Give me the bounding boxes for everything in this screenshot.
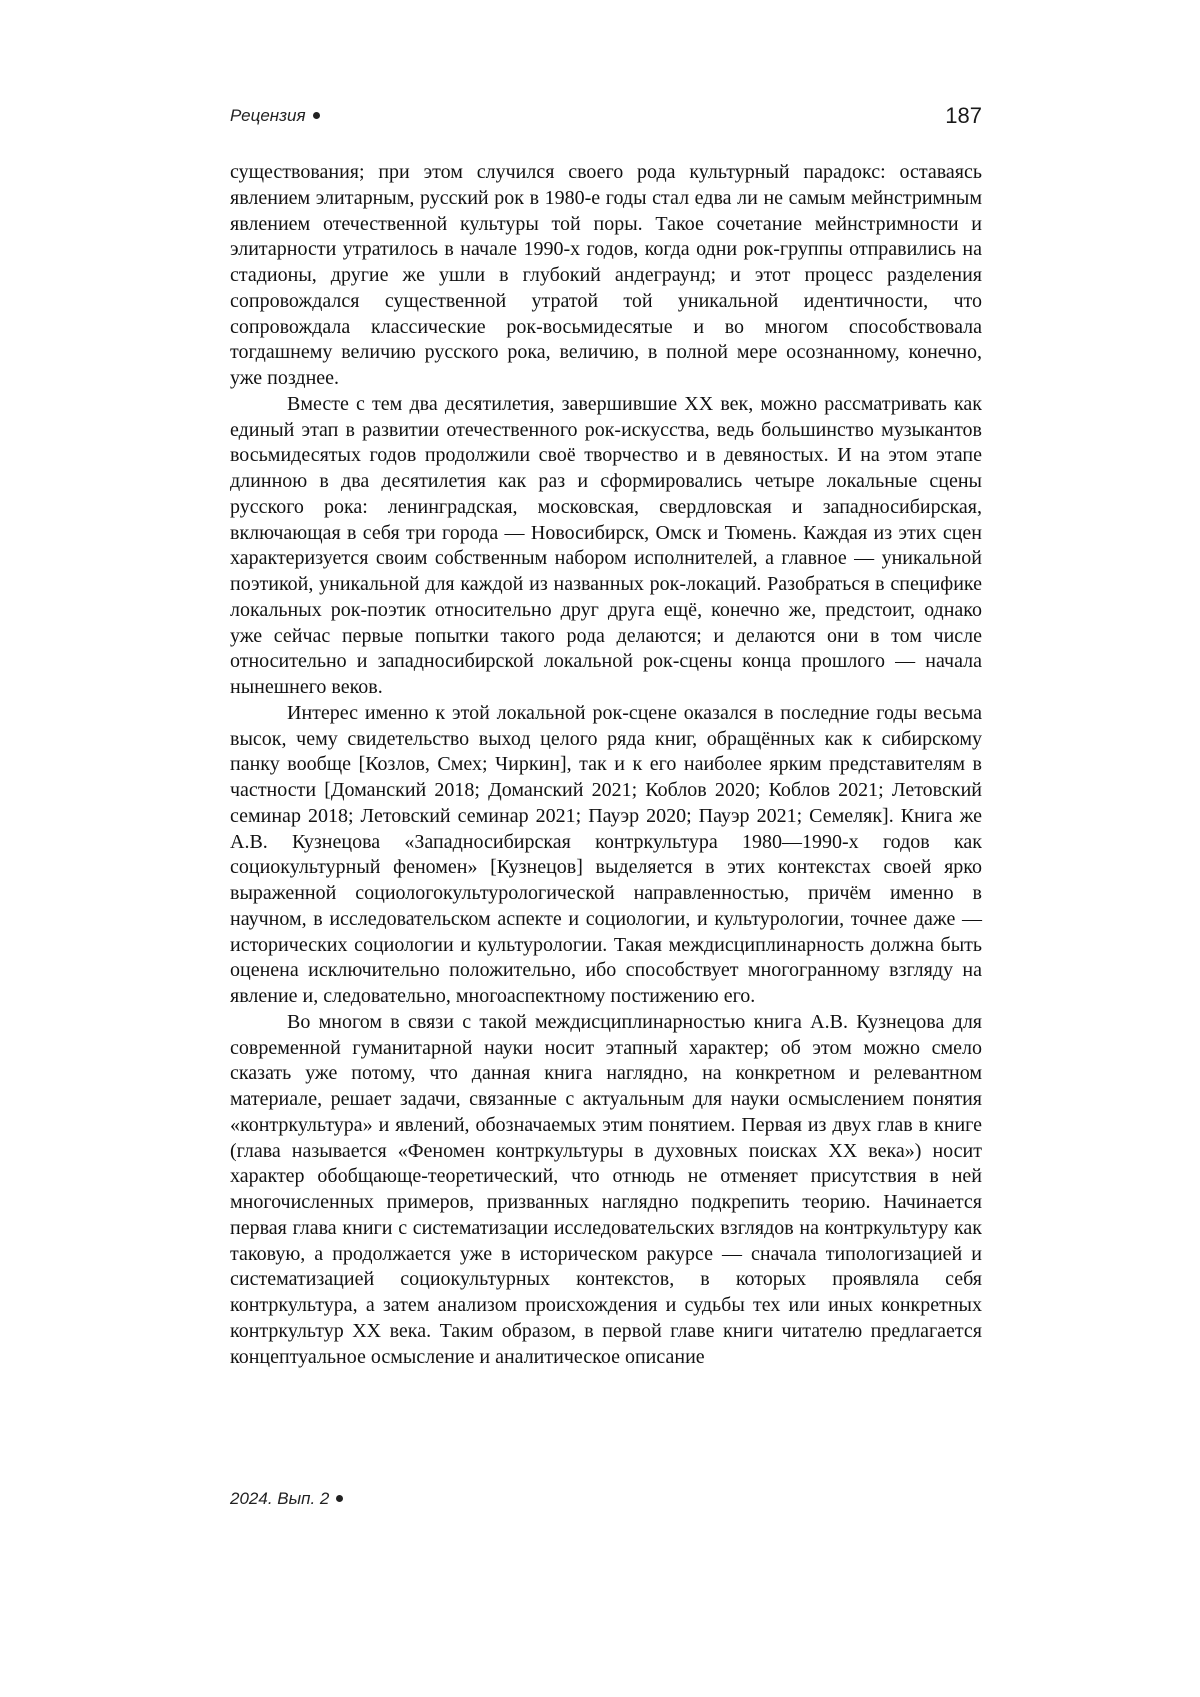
page-number: 187 xyxy=(945,103,982,128)
page-footer xyxy=(230,1487,343,1511)
page-header xyxy=(230,104,982,132)
issue-label: 2024. Вып. 2 xyxy=(230,1489,330,1508)
running-title-text: Рецензия xyxy=(230,106,306,125)
bullet-icon xyxy=(336,1495,343,1502)
paragraph-2: Вместе с тем два десятилетия, завершившие XX век, можно рассматривать как единый этап в развитии отечественного рок-искусства, ведь большинство музыкантов восьмидесятых годов продолжили своё творчество и в девяностых. И на этом этапе длинною в два десятилетия как раз и сформировались четыре локальные сцены русского рока: ленинградская, московская, свердловская и западносибирская, включающая в себя три города — Новосибирск, Омск и Тюмень. Каждая из этих сцен характеризуется своим собственным набором исполнителей, а главное — уникальной поэтикой, уникальной для каждой из названных рок-локаций. Разобраться в специфике локальных рок-поэтик относительно друг друга ещё, конечно же, предстоит, однако уже сейчас первые попытки такого рода делаются; и делаются они в том числе относительно и западносибирской локальной рок-сцены конца прошлого — начала нынешнего веков. xyxy=(230,392,982,698)
article-body xyxy=(230,160,982,1370)
running-title xyxy=(230,104,320,128)
paragraph-3: Интерес именно к этой локальной рок-сцене оказался в последние годы весьма высок, чему свидетельство выход целого ряда книг, обращённых как к сибирскому панку вообще [Козлов, Смех; Чиркин], так и к его наиболее ярким представителям в частности [Доманский 2018; Доманский 2021; Коблов 2020; Коблов 2021; Летовский семинар 2018; Летовский семинар 2021; Пауэр 2020; Пауэр 2021; Семеляк]. Книга же А.В. Кузнецова «Западносибирская контркультура 1980—1990-х годов как социокультурный феномен» [Кузнецов] выделяется в этих контекстах своей ярко выраженной социологокультурологической направленностью, причём именно в научном, в исследовательском аспекте и социологии, и культурологии, точнее даже — исторических социологии и культурологии. Такая междисциплинарность должна быть оценена исключительно положительно, ибо способствует многогранному взгляду на явление и, следовательно, многоаспектному постижению его. xyxy=(230,701,982,1007)
paragraph-4: Во многом в связи с такой междисциплинарностью книга А.В. Кузнецова для современной гуманитарной науки носит этапный характер; об этом можно смело сказать уже потому, что данная книга наглядно, на конкретном и релевантном материале, решает задачи, связанные с актуальным для науки осмыслением понятия «контркультура» и явлений, обозначаемых этим понятием. Первая из двух глав в книге (глава называется «Феномен контркультуры в духовных поисках XX века») носит характер обобщающе-теоретический, что отнюдь не отменяет присутствия в ней многочисленных примеров, призванных наглядно подкрепить теорию. Начинается первая глава книги с систематизации исследовательских взглядов на контркультуру как таковую, а продолжается уже в историческом ракурсе — сначала типологизацией и систематизацией социокультурных контекстов, в которых проявляла себя контркультура, а затем анализом происхождения и судьбы тех или иных конкретных контркультур XX века. Таким образом, в первой главе книги читателю предлагается концептуальное осмысление и аналитическое описание xyxy=(230,1010,982,1368)
bullet-icon xyxy=(313,112,320,119)
paragraph-1: существования; при этом случился своего рода культурный парадокс: оставаясь явлением элитарным, русский рок в 1980-е годы стал едва ли не самым мейнстримным явлением отечественной культуры той поры. Такое сочетание мейнстримности и элитарности утратилось в начале 1990-х годов, когда одни рок-группы отправились на стадионы, другие же ушли в глубокий андеграунд; и этот процесс разделения сопровождался существенной утратой той уникальной идентичности, что сопровождала классические рок-восьмидесятые и во многом способствовала тогдашнему величию русского рока, величию, в полной мере осознанному, конечно, уже позднее. xyxy=(230,161,982,389)
